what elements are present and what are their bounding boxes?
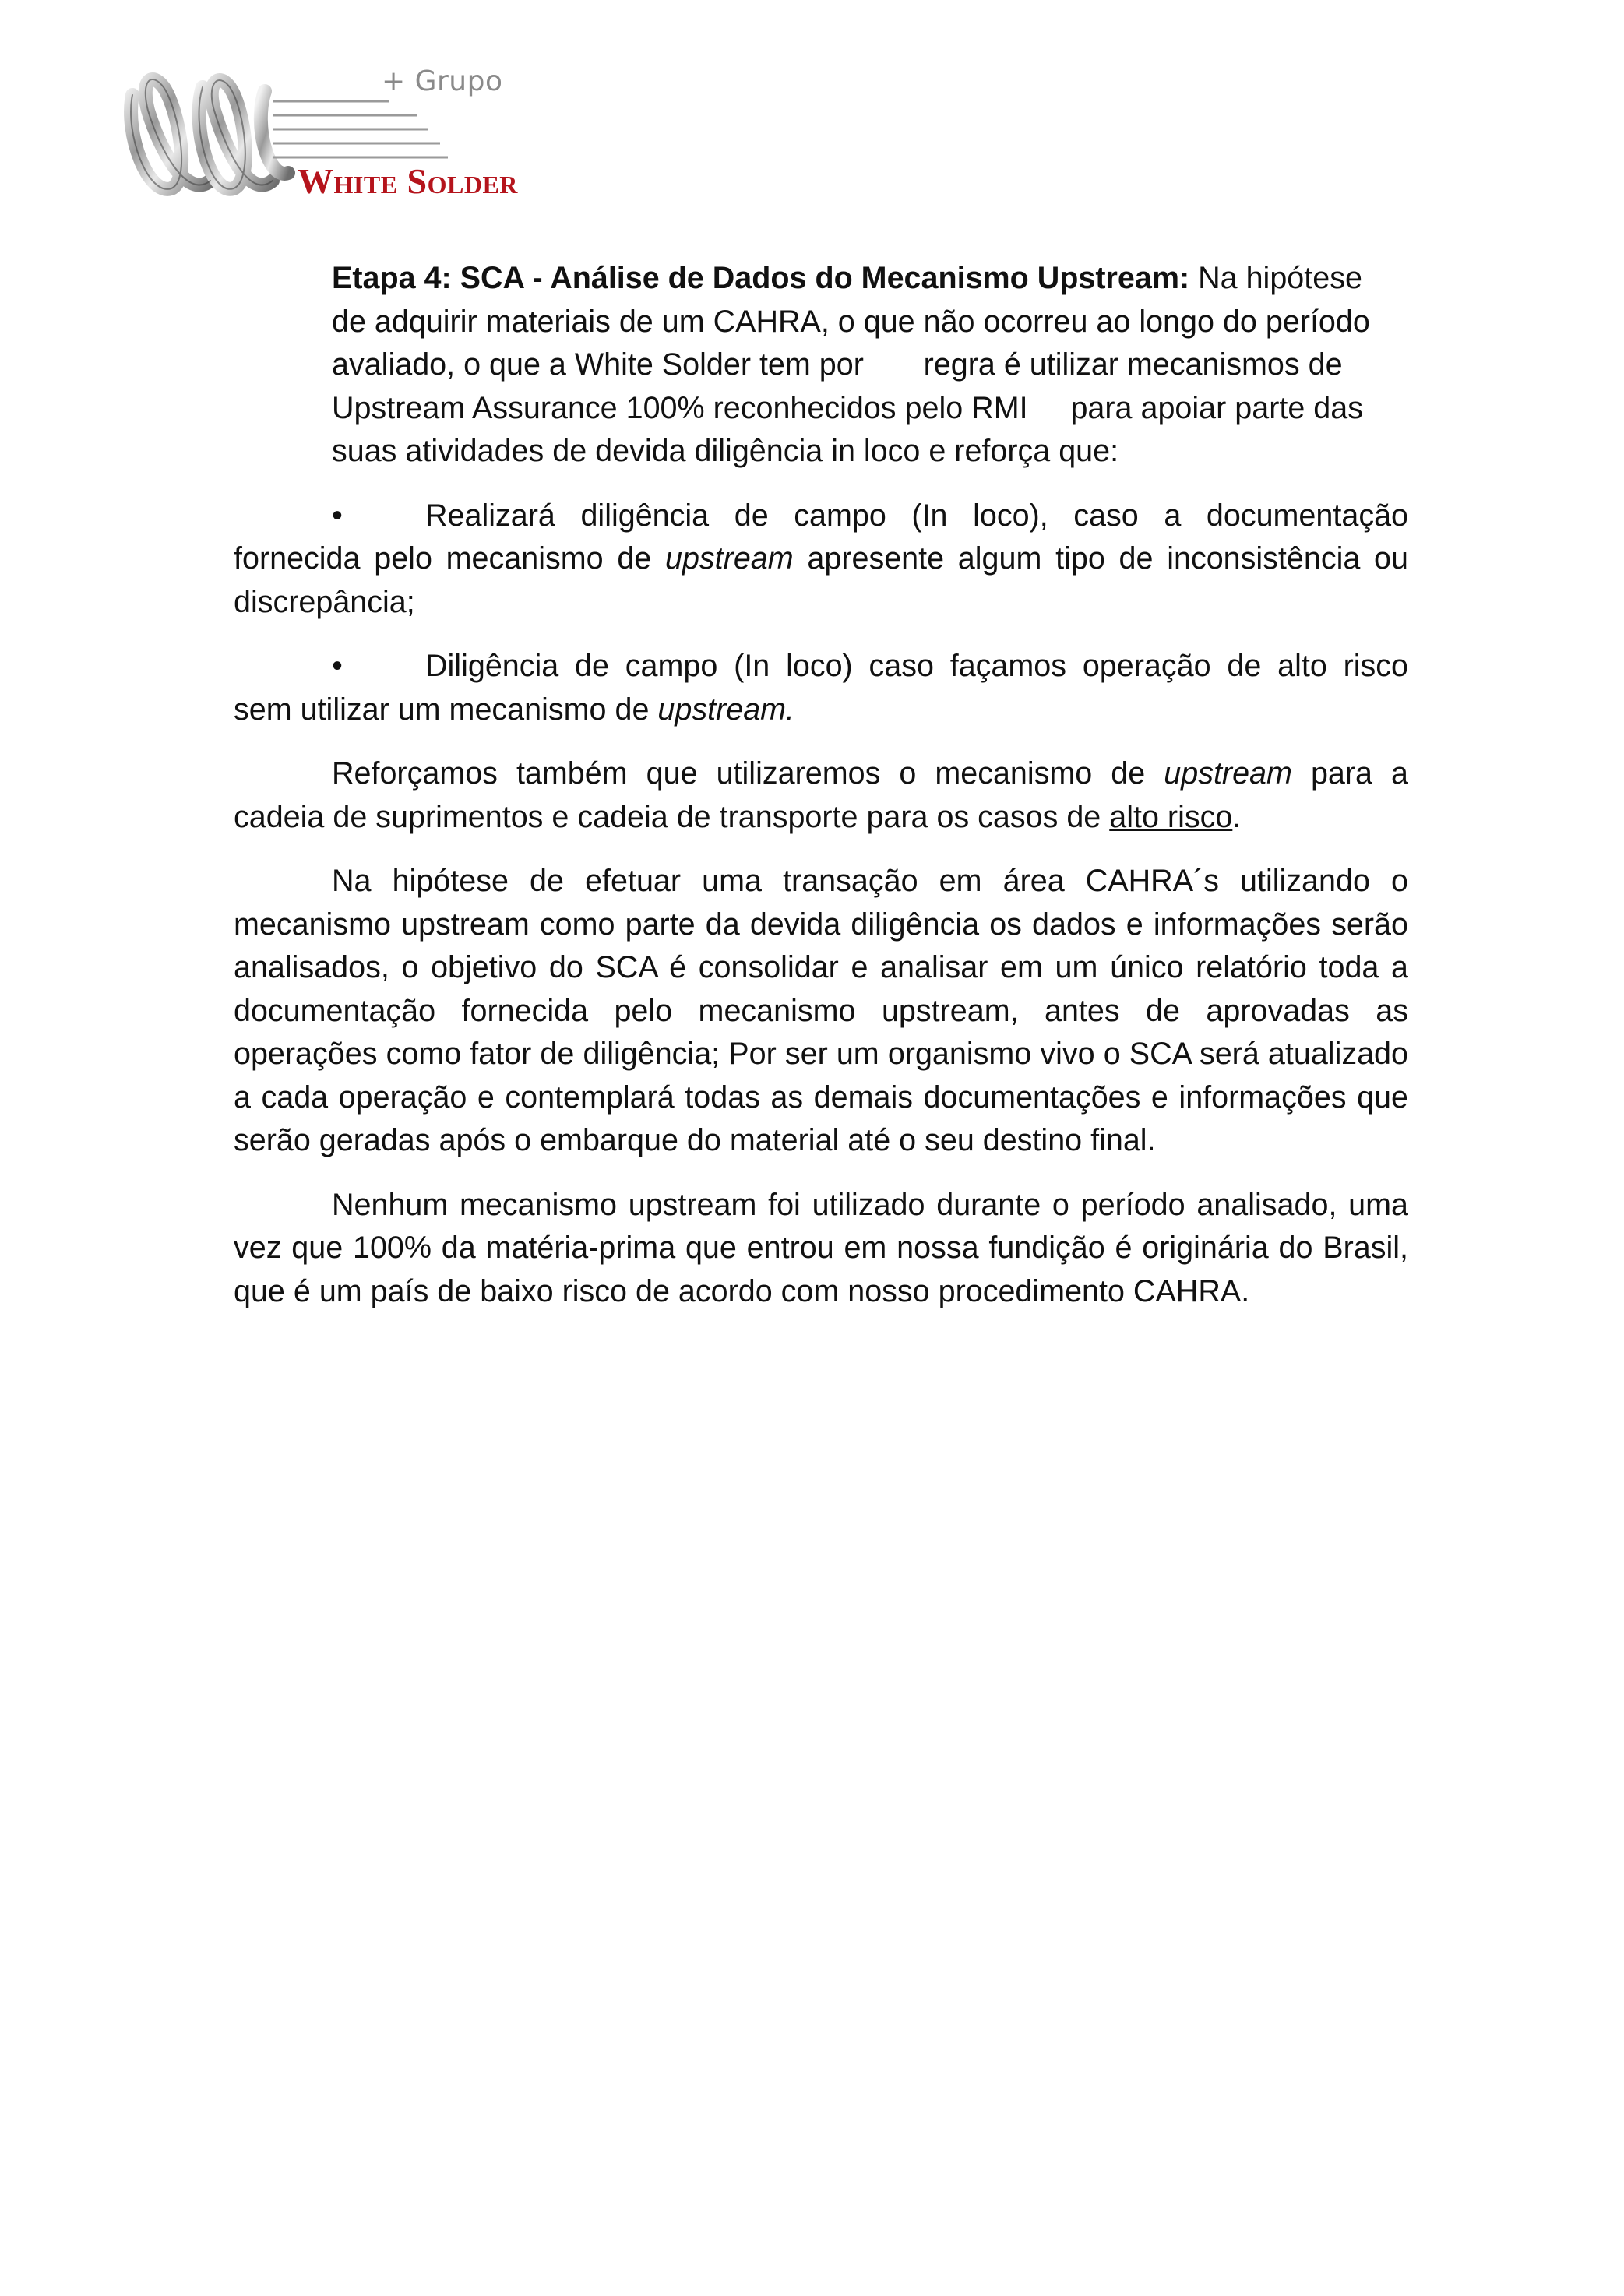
intro-line-4: Upstream Assurance 100% reconhecidos pelo RMI para apoiar parte das xyxy=(332,390,1363,425)
intro-line-5: suas atividades de devida diligência in loco e reforça que: xyxy=(332,434,1119,468)
intro-line-2: de adquirir materiais de um CAHRA, o que não ocorreu ao longo do período xyxy=(332,304,1370,339)
bullet-item: • Realizará diligência de campo (In loco), caso a documentação fornecida pelo mecanismo de upstream apresente algum tipo de inconsistência ou discrepância; xyxy=(234,495,1408,625)
paragraph-hipotese: Na hipótese de efetuar uma transação em área CAHRA´s utilizando o mecanismo upstream como parte da devida diligência os dados e informações serão analisados, o objetivo do SCA é consolidar e analisar em um único relatório toda a documentação fornecida pelo mecanismo upstream, antes de aprovadas as operações como fator de diligência; Por ser um organismo vivo o SCA será atualizado a cada operação e contemplará todas as demais documentações e informações que serão geradas após o embarque do material até o seu destino final. xyxy=(234,864,1408,1157)
logo-brand-text: White Solder xyxy=(298,161,518,201)
paragraph-nenhum: Nenhum mecanismo upstream foi utilizado durante o período analisado, uma vez que 100% da matéria-prima que entrou em nossa fundição é originária do Brasil, que é um país de baixo risco de acordo com nosso procedimento CAHRA. xyxy=(234,1187,1408,1308)
logo-grupo-text: + Grupo xyxy=(382,65,503,97)
intro-line-3: avaliado, o que a White Solder tem por regra é utilizar mecanismos de xyxy=(332,347,1343,382)
intro-paragraph xyxy=(332,257,1414,474)
bullet-first-line: • Realizará diligência de campo (In loco), caso a documentação xyxy=(234,495,1408,538)
logo-speed-lines xyxy=(273,86,452,164)
underlined-term: alto risco xyxy=(1109,799,1233,834)
bullet-item: • Diligência de campo (In loco) caso façamos operação de alto risco sem utilizar um mecanismo de upstream. xyxy=(234,645,1408,731)
section-heading: Etapa 4: SCA - Análise de Dados do Mecanismo Upstream: xyxy=(332,261,1190,295)
document-body xyxy=(234,257,1408,1313)
company-logo xyxy=(117,64,518,212)
paragraph-reforcamos: Reforçamos também que utilizaremos o mecanismo de upstream para a cadeia de suprimentos e cadeia de transporte para os casos de alto risco. xyxy=(234,756,1408,834)
bullet-marker: • xyxy=(332,498,343,533)
bullet-marker: • xyxy=(332,649,343,683)
intro-line-1: Etapa 4: SCA - Análise de Dados do Mecanismo Upstream: Na hipótese xyxy=(332,261,1362,295)
bullet-first-line: • Diligência de campo (In loco) caso façamos operação de alto risco xyxy=(234,645,1408,688)
